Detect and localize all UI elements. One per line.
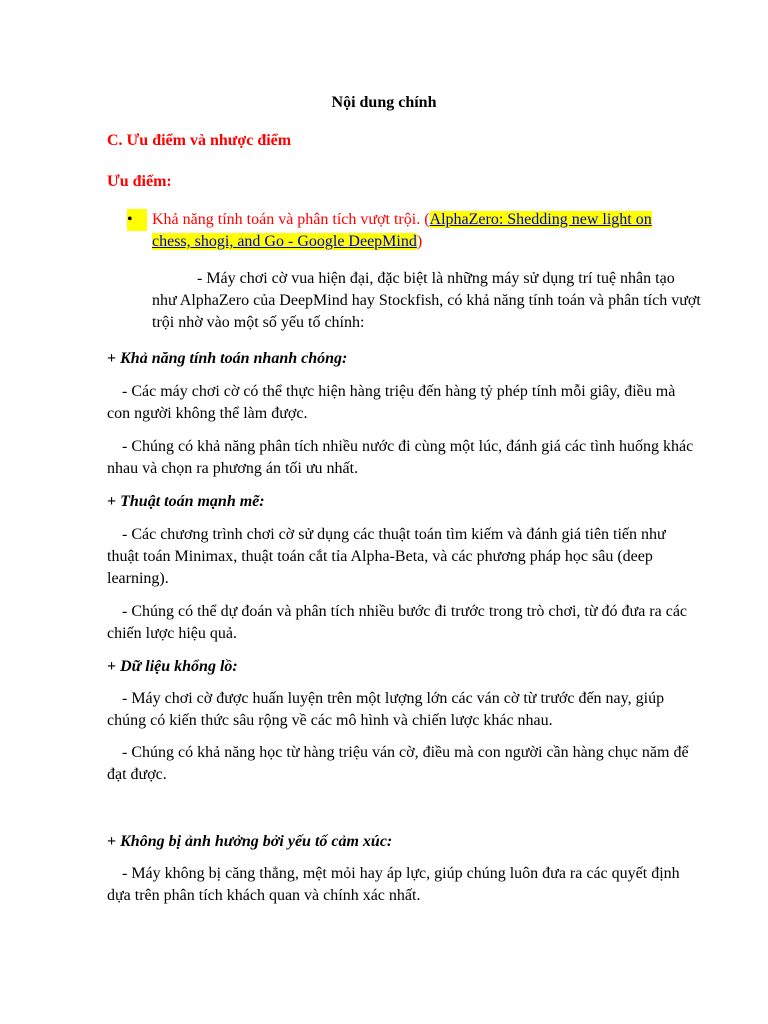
point-prefix: +	[107, 493, 121, 510]
point-paragraph: - Các chương trình chơi cờ sử dụng các thuật toán tìm kiếm và đánh giá tiên tiến như thuật toán Minimax, thuật toán cắt tỉa Alpha-Beta, và các phương pháp học sâu (deep learning).	[107, 526, 666, 587]
point-title: Khả năng tính toán nhanh chóng:	[120, 350, 348, 367]
point-prefix: +	[107, 833, 121, 850]
point-title: Dữ liệu khổng lồ:	[120, 658, 238, 675]
page-title: Nội dung chính	[331, 94, 437, 111]
point-prefix: +	[107, 658, 121, 675]
point-title: Không bị ảnh hưởng bởi yếu tố cảm xúc:	[120, 833, 393, 850]
bullet-icon: •	[127, 209, 147, 231]
point-prefix: +	[107, 350, 121, 367]
point-paragraph: - Máy chơi cờ được huấn luyện trên một lượng lớn các ván cờ từ trước đến nay, giúp chúng có kiến thức sâu rộng về các mô hình và chiến lược khác nhau.	[107, 690, 665, 729]
point-heading	[107, 491, 265, 513]
alphazero-link[interactable]: AlphaZero: Shedding new light on chess, shogi, and Go - Google DeepMind	[152, 211, 652, 250]
bullet-text	[152, 209, 692, 253]
intro-paragraph: - Máy chơi cờ vua hiện đại, đặc biệt là những máy sử dụng trí tuệ nhân tạo như AlphaZero của DeepMind hay Stockfish, có khả năng tính toán và phân tích vượt trội nhờ vào một số yếu tố chính:	[152, 270, 701, 331]
point-paragraph: - Máy không bị căng thẳng, mệt mỏi hay áp lực, giúp chúng luôn đưa ra các quyết định dựa trên phân tích khách quan và chính xác nhất.	[107, 865, 680, 904]
point-heading	[107, 831, 392, 853]
bullet-close-text: )	[416, 233, 423, 250]
point-title: Thuật toán mạnh mẽ:	[120, 493, 265, 510]
bullet-lead-text: Khả năng tính toán và phân tích vượt trội. (	[152, 211, 430, 228]
point-paragraph: - Chúng có khả năng phân tích nhiều nước đi cùng một lúc, đánh giá các tình huống khác nhau và chọn ra phương án tối ưu nhất.	[107, 438, 694, 477]
point-paragraph: - Các máy chơi cờ có thể thực hiện hàng triệu đến hàng tỷ phép tính mỗi giây, điều mà con người không thể làm được.	[107, 383, 676, 422]
subsection-heading: Ưu điểm:	[107, 173, 172, 190]
point-heading	[107, 348, 347, 370]
point-paragraph: - Chúng có khả năng học từ hàng triệu ván cờ, điều mà con người cần hàng chục năm để đạt được.	[107, 744, 689, 783]
point-paragraph: - Chúng có thể dự đoán và phân tích nhiều bước đi trước trong trò chơi, từ đó đưa ra các chiến lược hiệu quả.	[107, 603, 688, 642]
section-heading: C. Ưu điểm và nhược điểm	[107, 132, 292, 149]
point-heading	[107, 656, 238, 678]
